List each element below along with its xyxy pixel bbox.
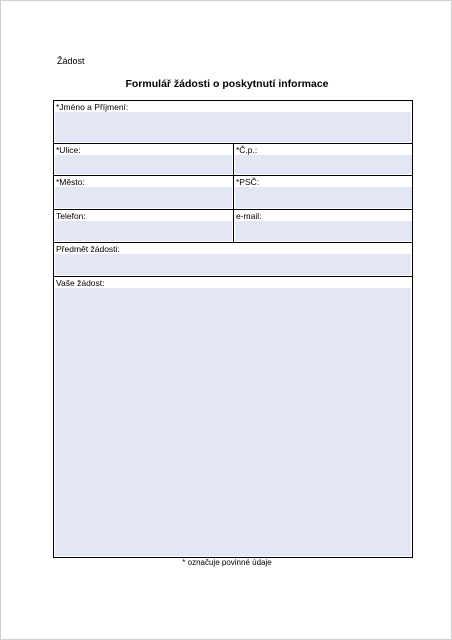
house-number-label: *Č.p.: — [236, 145, 258, 155]
request-form — [53, 100, 413, 558]
name-row — [54, 101, 412, 144]
name-label: *Jméno a Příjmení: — [56, 102, 129, 112]
city-field[interactable] — [54, 176, 233, 209]
phone-field[interactable] — [54, 210, 233, 242]
document-heading: Žádost — [57, 56, 85, 66]
request-field[interactable] — [54, 277, 412, 557]
street-field[interactable] — [54, 144, 233, 175]
request-row — [54, 277, 412, 557]
street-input[interactable] — [55, 155, 232, 174]
subject-row — [54, 243, 412, 277]
subject-field[interactable] — [54, 243, 412, 276]
city-row — [54, 176, 412, 210]
name-field[interactable] — [54, 101, 412, 143]
subject-label: Předmět žádosti: — [56, 244, 120, 254]
postcode-input[interactable] — [235, 187, 412, 208]
contact-row — [54, 210, 412, 243]
street-label: *Ulice: — [56, 145, 81, 155]
city-input[interactable] — [55, 187, 232, 208]
postcode-label: *PSČ: — [236, 177, 260, 187]
required-fields-note: * označuje povinné údaje — [182, 558, 272, 567]
name-input[interactable] — [55, 112, 411, 142]
email-input[interactable] — [235, 221, 412, 241]
email-field[interactable] — [233, 210, 413, 242]
phone-input[interactable] — [55, 221, 232, 241]
phone-label: Telefon: — [56, 211, 86, 221]
house-number-input[interactable] — [235, 155, 412, 174]
request-label: Vaše žádost: — [56, 278, 105, 288]
address-row — [54, 144, 412, 176]
request-input[interactable] — [55, 288, 411, 556]
city-label: *Město: — [56, 177, 85, 187]
email-label: e-mail: — [236, 211, 262, 221]
form-title: Formulář žádosti o poskytnutí informace — [125, 78, 329, 90]
house-number-field[interactable] — [233, 144, 413, 175]
subject-input[interactable] — [55, 254, 411, 275]
postcode-field[interactable] — [233, 176, 413, 209]
